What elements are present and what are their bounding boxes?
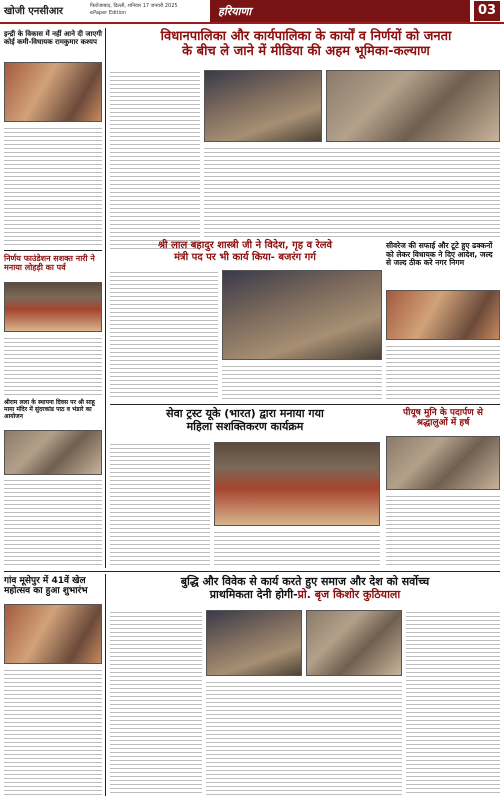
divider	[110, 404, 500, 405]
left-top-photo	[4, 62, 102, 122]
bottom-headline	[110, 576, 500, 601]
khel-article-text	[4, 668, 102, 796]
sewerage-photo	[386, 290, 500, 340]
main-headline-line2: के बीच ले जाने में मीडिया की अहम भूमिका-कल्याण	[182, 43, 430, 59]
main-photo-stage	[204, 70, 322, 142]
seva-photo	[214, 442, 380, 526]
column-rule	[105, 28, 106, 568]
shastri-headline-line2: मंत्री पद पर भी कार्य किया- बजरंग गर्ग	[174, 251, 316, 263]
seva-article-text	[110, 442, 210, 566]
mandir-article-text	[4, 478, 102, 568]
bottom-article-text-col1	[110, 610, 202, 796]
seva-headline	[110, 408, 380, 433]
main-article-text-col1	[110, 70, 200, 250]
left-top-article-text	[4, 126, 102, 246]
main-article-text-col2	[204, 146, 500, 238]
main-headline-line1: विधानपालिका और कार्यपालिका के कार्यों व निर्णयों को जनता	[160, 29, 452, 44]
lohri-photo	[4, 282, 102, 332]
bottom-article-text-col2	[206, 680, 402, 796]
edition-type: ePaper Edition	[90, 10, 127, 16]
bottom-left-headline-line2: महोत्सव का हुआ शुभारंभ	[4, 586, 88, 597]
bottom-article-text-col3	[406, 610, 500, 796]
bottom-headline-line1: बुद्धि और विवेक से कार्य करते हुए समाज और देश को सर्वोच्च	[180, 575, 430, 588]
piyush-headline-line1: पीयूष मुनि के पदार्पण से	[403, 408, 483, 418]
bottom-headline-line2	[110, 589, 500, 602]
piyush-headline	[386, 408, 500, 429]
left-top-headline: इन्द्री के विकास में नहीं आने दी जाएगी कोई कमी-विधायक रामकुमार कश्यप	[4, 30, 102, 47]
piyush-headline-line2: श्रद्धालुओं में हर्ष	[416, 418, 470, 429]
section-title: हरियाणा	[210, 0, 470, 22]
bottom-left-headline-line1: गांव मूसेपुर में 41वें खेल	[4, 576, 86, 586]
shastri-headline	[110, 240, 380, 263]
bottom-photo-2	[306, 610, 402, 676]
divider	[4, 571, 500, 572]
seva-headline-line2: महिला सशक्तिकरण कार्यक्रम	[186, 419, 304, 433]
shastri-article-text	[110, 270, 218, 400]
bottom-headline-line2-text: प्राथमिकता देनी होगी-	[209, 587, 298, 601]
main-headline	[112, 30, 500, 60]
newspaper-name: खोजी एनसीआर	[4, 6, 64, 17]
shastri-headline-line1: श्री लाल बहादुर शास्त्री जी ने विदेश, गृह व रेलवे	[157, 240, 333, 251]
edition-info	[90, 3, 210, 17]
shastri-article-text-2	[222, 364, 382, 400]
mandir-headline: श्रीराम लला के स्थापना दिवस पर श्री साहू मामा मंदिर में सुंदरकांड पाठ व भंडारे का आयोजन	[4, 399, 95, 420]
column-rule	[105, 574, 106, 796]
mandir-photo	[4, 430, 102, 475]
sewerage-article-text	[386, 344, 500, 400]
bottom-headline-quote-author: प्रो. बृज किशोर कुठियाला	[297, 587, 401, 601]
sewerage-headline: सीवरेज की सफाई और टूटे हुए ढक्कनों को लेकर विधायक ने दिए आदेश, जल्द से जल्द ठीक करे नगर निगम	[386, 241, 493, 268]
piyush-photo	[386, 436, 500, 490]
bottom-photo-1	[206, 610, 302, 676]
page-number: 03	[474, 1, 500, 21]
seva-article-text-2	[214, 530, 380, 566]
shastri-photo	[222, 270, 382, 360]
masthead	[0, 0, 504, 24]
edition-date: फिरोजाबाद, दिल्ली, शनिवार 17 जनवरी 2025	[90, 3, 178, 9]
lohri-article-text	[4, 336, 102, 396]
seva-headline-line1: सेवा ट्रस्ट यूके (भारत) द्वारा मनाया गया	[166, 407, 324, 420]
bottom-left-headline	[4, 576, 102, 597]
khel-photo	[4, 604, 102, 664]
main-photo-group	[326, 70, 500, 142]
divider	[4, 250, 102, 251]
left-mid-headline: निर्णय फाउंडेशन सशक्त नारी ने मनाया लोहड़ी का पर्व	[4, 254, 95, 273]
piyush-article-text	[386, 494, 500, 566]
